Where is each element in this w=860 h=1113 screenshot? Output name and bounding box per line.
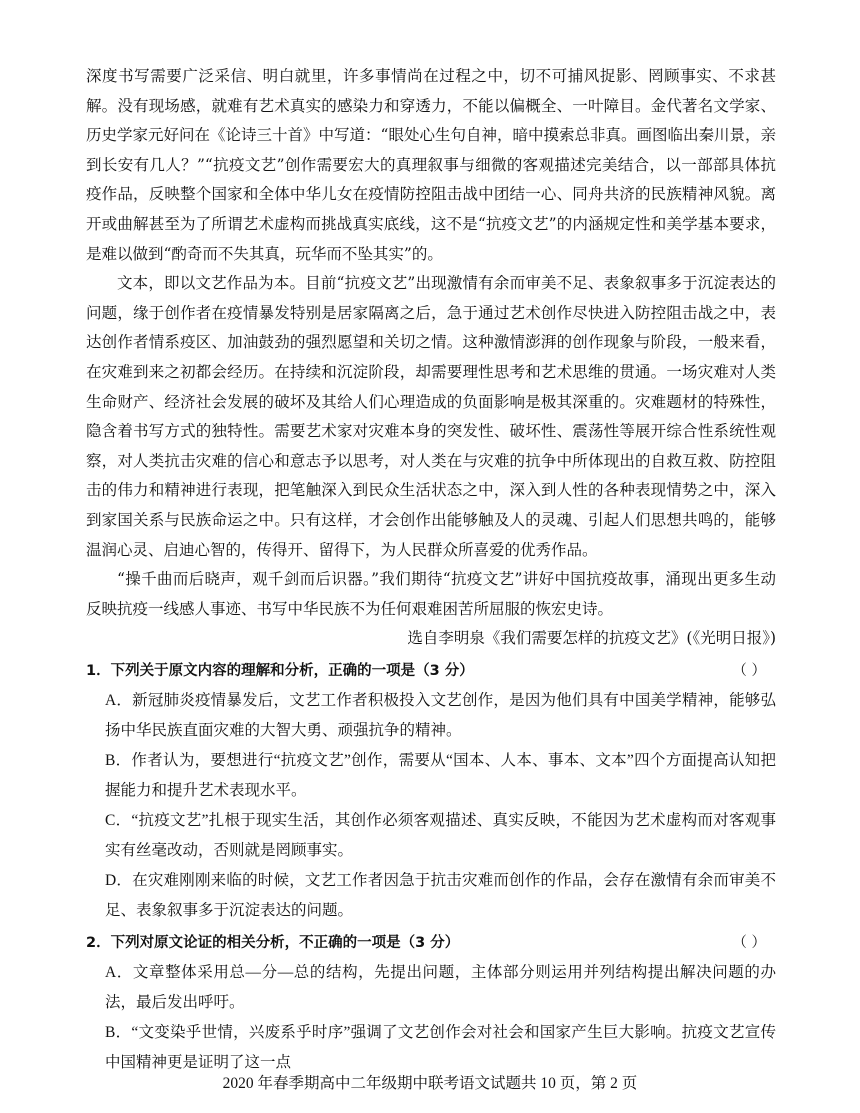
question-1-option-a: A．新冠肺炎疫情暴发后，文艺工作者积极投入文艺创作，是因为他们具有中国美学精神，能够弘扬中华民族直面灾难的大智大勇、顽强抗争的精神。 bbox=[105, 691, 776, 739]
question-1-option-c: C．“抗疫文艺”扎根于现实生活，其创作必须客观描述、真实反映，不能因为艺术虚构而对客观事实有丝毫改动，否则就是罔顾事实。 bbox=[105, 811, 776, 859]
question-1-option-b: B．作者认为，要想进行“抗疫文艺”创作，需要从“国本、人本、事本、文本”四个方面提高认知把握能力和提升艺术表现水平。 bbox=[105, 751, 776, 799]
question-2 bbox=[86, 928, 776, 1078]
page-footer: 2020 年春季期高中二年级期中联考语文试题共 10 页，第 2 页 bbox=[222, 1075, 638, 1092]
passage-paragraph-1: 深度书写需要广泛采信、明白就里，许多事情尚在过程之中，切不可捕风捉影、罔顾事实、不求甚解。没有现场感，就难有艺术真实的感染力和穿透力，不能以偏概全、一叶障目。金代著名文学家、历史学家元好问在《论诗三十首》中写道：“眼处心生句自神，暗中摸索总非真。画图临出秦川景，亲到长安有几人？”“抗疫文艺”创作需要宏大的真理叙事与细微的客观描述完美结合，以一部部具体抗疫作品，反映整个国家和全体中华儿女在疫情防控阻击战中团结一心、同舟共济的民族精神风貌。离开或曲解甚至为了所谓艺术虚构而挑战真实底线，这不是“抗疫文艺”的内涵规定性和美学基本要求，是难以做到“酌奇而不失其真，玩华而不坠其实”的。 bbox=[86, 67, 776, 263]
question-1-answer-blank: （ ） bbox=[732, 662, 766, 679]
passage-source: 选自李明泉《我们需要怎样的抗疫文艺》(《光明日报》) bbox=[407, 629, 776, 648]
question-2-option-b: B．“文变染乎世情，兴废系乎时序”强调了文艺创作会对社会和国家产生巨大影响。抗疫文艺宣传中国精神更是证明了这一点 bbox=[105, 1023, 776, 1071]
question-1-option-d: D．在灾难刚刚来临的时候，文艺工作者因急于抗击灾难而创作的作品，会存在激情有余而审美不足、表象叙事多于沉淀表达的问题。 bbox=[105, 871, 776, 919]
question-2-answer-blank: （ ） bbox=[732, 934, 766, 951]
question-2-option-a: A．文章整体采用总—分—总的结构，先提出问题，主体部分则运用并列结构提出解决问题的办法，最后发出呼吁。 bbox=[105, 963, 776, 1011]
question-1-stem: 1．下列关于原文内容的理解和分析，正确的一项是（3 分） bbox=[86, 662, 474, 679]
question-2-stem: 2．下列对原文论证的相关分析，不正确的一项是（3 分） bbox=[86, 934, 460, 951]
page-content bbox=[86, 62, 776, 1078]
passage-paragraph-2: 文本，即以文艺作品为本。目前“抗疫文艺”出现激情有余而审美不足、表象叙事多于沉淀表达的问题，缘于创作者在疫情暴发特别是居家隔离之后，急于通过艺术创作尽快进入防控阻击战之中，表达创作者情系疫区、加油鼓劲的强烈愿望和关切之情。这种激情澎湃的创作现象与阶段，一般来看，在灾难到来之初都会经历。在持续和沉淀阶段，却需要理性思考和艺术思维的贯通。一场灾难对人类生命财产、经济社会发展的破坏及其给人们心理造成的负面影响是极其深重的。灾难题材的特殊性，隐含着书写方式的独特性。需要艺术家对灾难本身的突发性、破坏性、震荡性等展开综合性系统性观察，对人类抗击灾难的信心和意志予以思考，对人类在与灾难的抗争中所体现出的自救互救、防控阻击的伟力和精神进行表现，把笔触深入到民众生活状态之中，深入到人性的各种表现情势之中，深入到家国关系与民族命运之中。只有这样，才会创作出能够触及人的灵魂、引起人们思想共鸣的，能够温润心灵、启迪心智的，传得开、留得下，为人民群众所喜爱的优秀作品。 bbox=[86, 274, 776, 559]
question-1 bbox=[86, 656, 776, 926]
passage-paragraph-3: “操千曲而后晓声，观千剑而后识器。”我们期待“抗疫文艺”讲好中国抗疫故事，涌现出更多生动反映抗疫一线感人事迹、书写中华民族不为任何艰难困苦所屈服的恢宏史诗。 bbox=[86, 570, 776, 618]
